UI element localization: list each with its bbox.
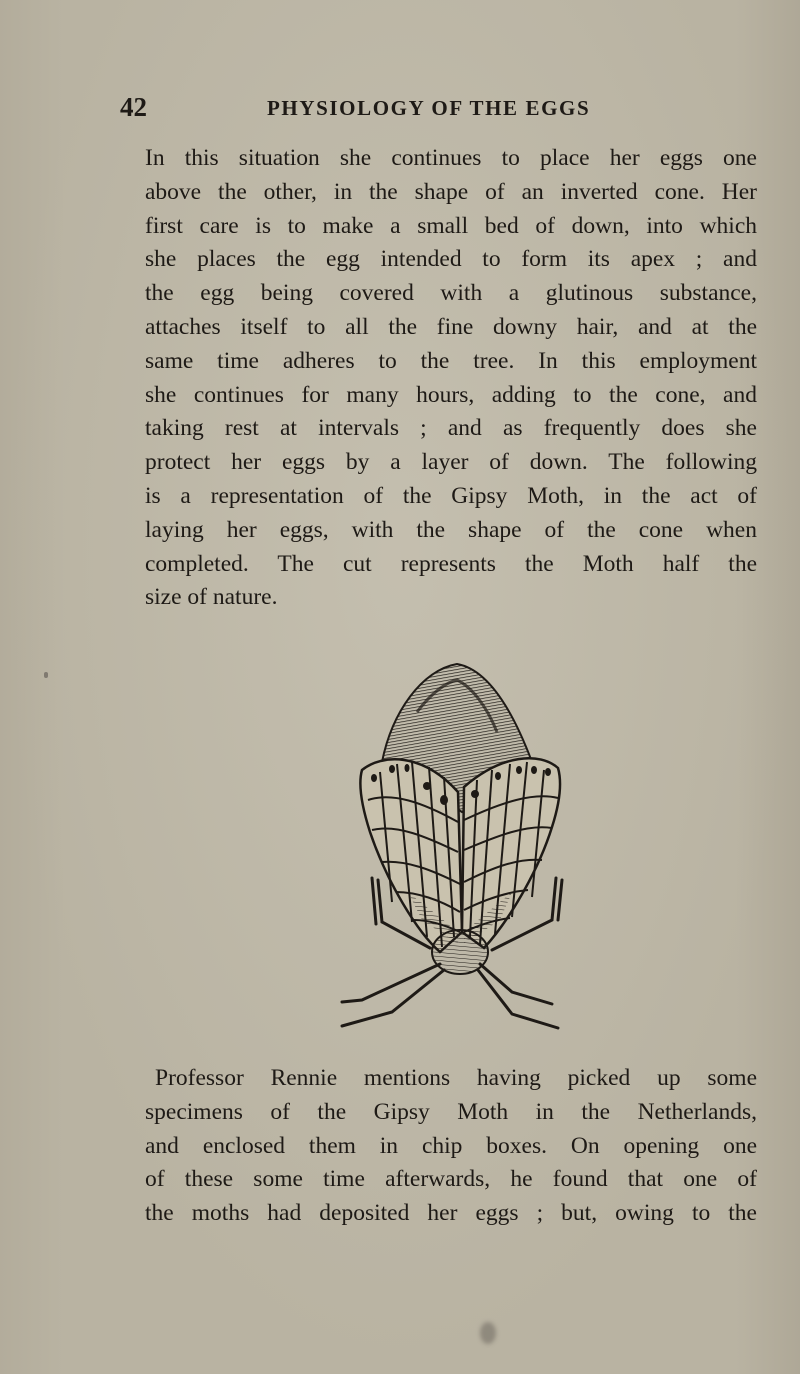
text-line: protect her eggs by a layer of down. The following [145,449,757,476]
text-line: completed. The cut represents the Moth half the [145,550,757,577]
moth-engraving-icon [312,652,578,1036]
page-number: 42 [120,92,147,122]
text-line: she continues for many hours, adding to the cone, and [145,381,757,408]
text-line: same time adheres to the tree. In this employment [145,347,757,374]
running-head [120,92,760,128]
ink-smudge [480,1322,496,1344]
text-line: above the other, in the shape of an inverted cone. Her [145,178,757,205]
paragraph-1 [145,142,757,615]
paper-speck [44,672,48,678]
text-line: taking rest at intervals ; and as frequently does she [145,415,757,442]
running-title: PHYSIOLOGY OF THE EGGS [267,96,591,120]
text-line: the egg being covered with a glutinous substance, [145,280,757,307]
text-line: is a representation of the Gipsy Moth, in the act of [145,482,757,509]
text-line: and enclosed them in chip boxes. On opening one [145,1132,757,1159]
text-line: first care is to make a small bed of down, into which [145,212,757,239]
text-line: size of nature. [145,584,278,611]
text-line: laying her eggs, with the shape of the cone when [145,516,757,543]
text-line: she places the egg intended to form its apex ; and [145,246,757,273]
text-line: Professor Rennie mentions having picked up some [155,1065,757,1091]
moth-illustration [312,652,578,1036]
text-line: of these some time afterwards, he found that one of [145,1166,757,1193]
text-line: attaches itself to all the fine downy hair, and at the [145,313,757,340]
text-line: specimens of the Gipsy Moth in the Netherlands, [145,1098,757,1125]
text-line: In this situation she continues to place her eggs one [145,145,757,171]
text-line: the moths had deposited her eggs ; but, owing to the [145,1200,757,1227]
paragraph-2 [145,1062,757,1231]
